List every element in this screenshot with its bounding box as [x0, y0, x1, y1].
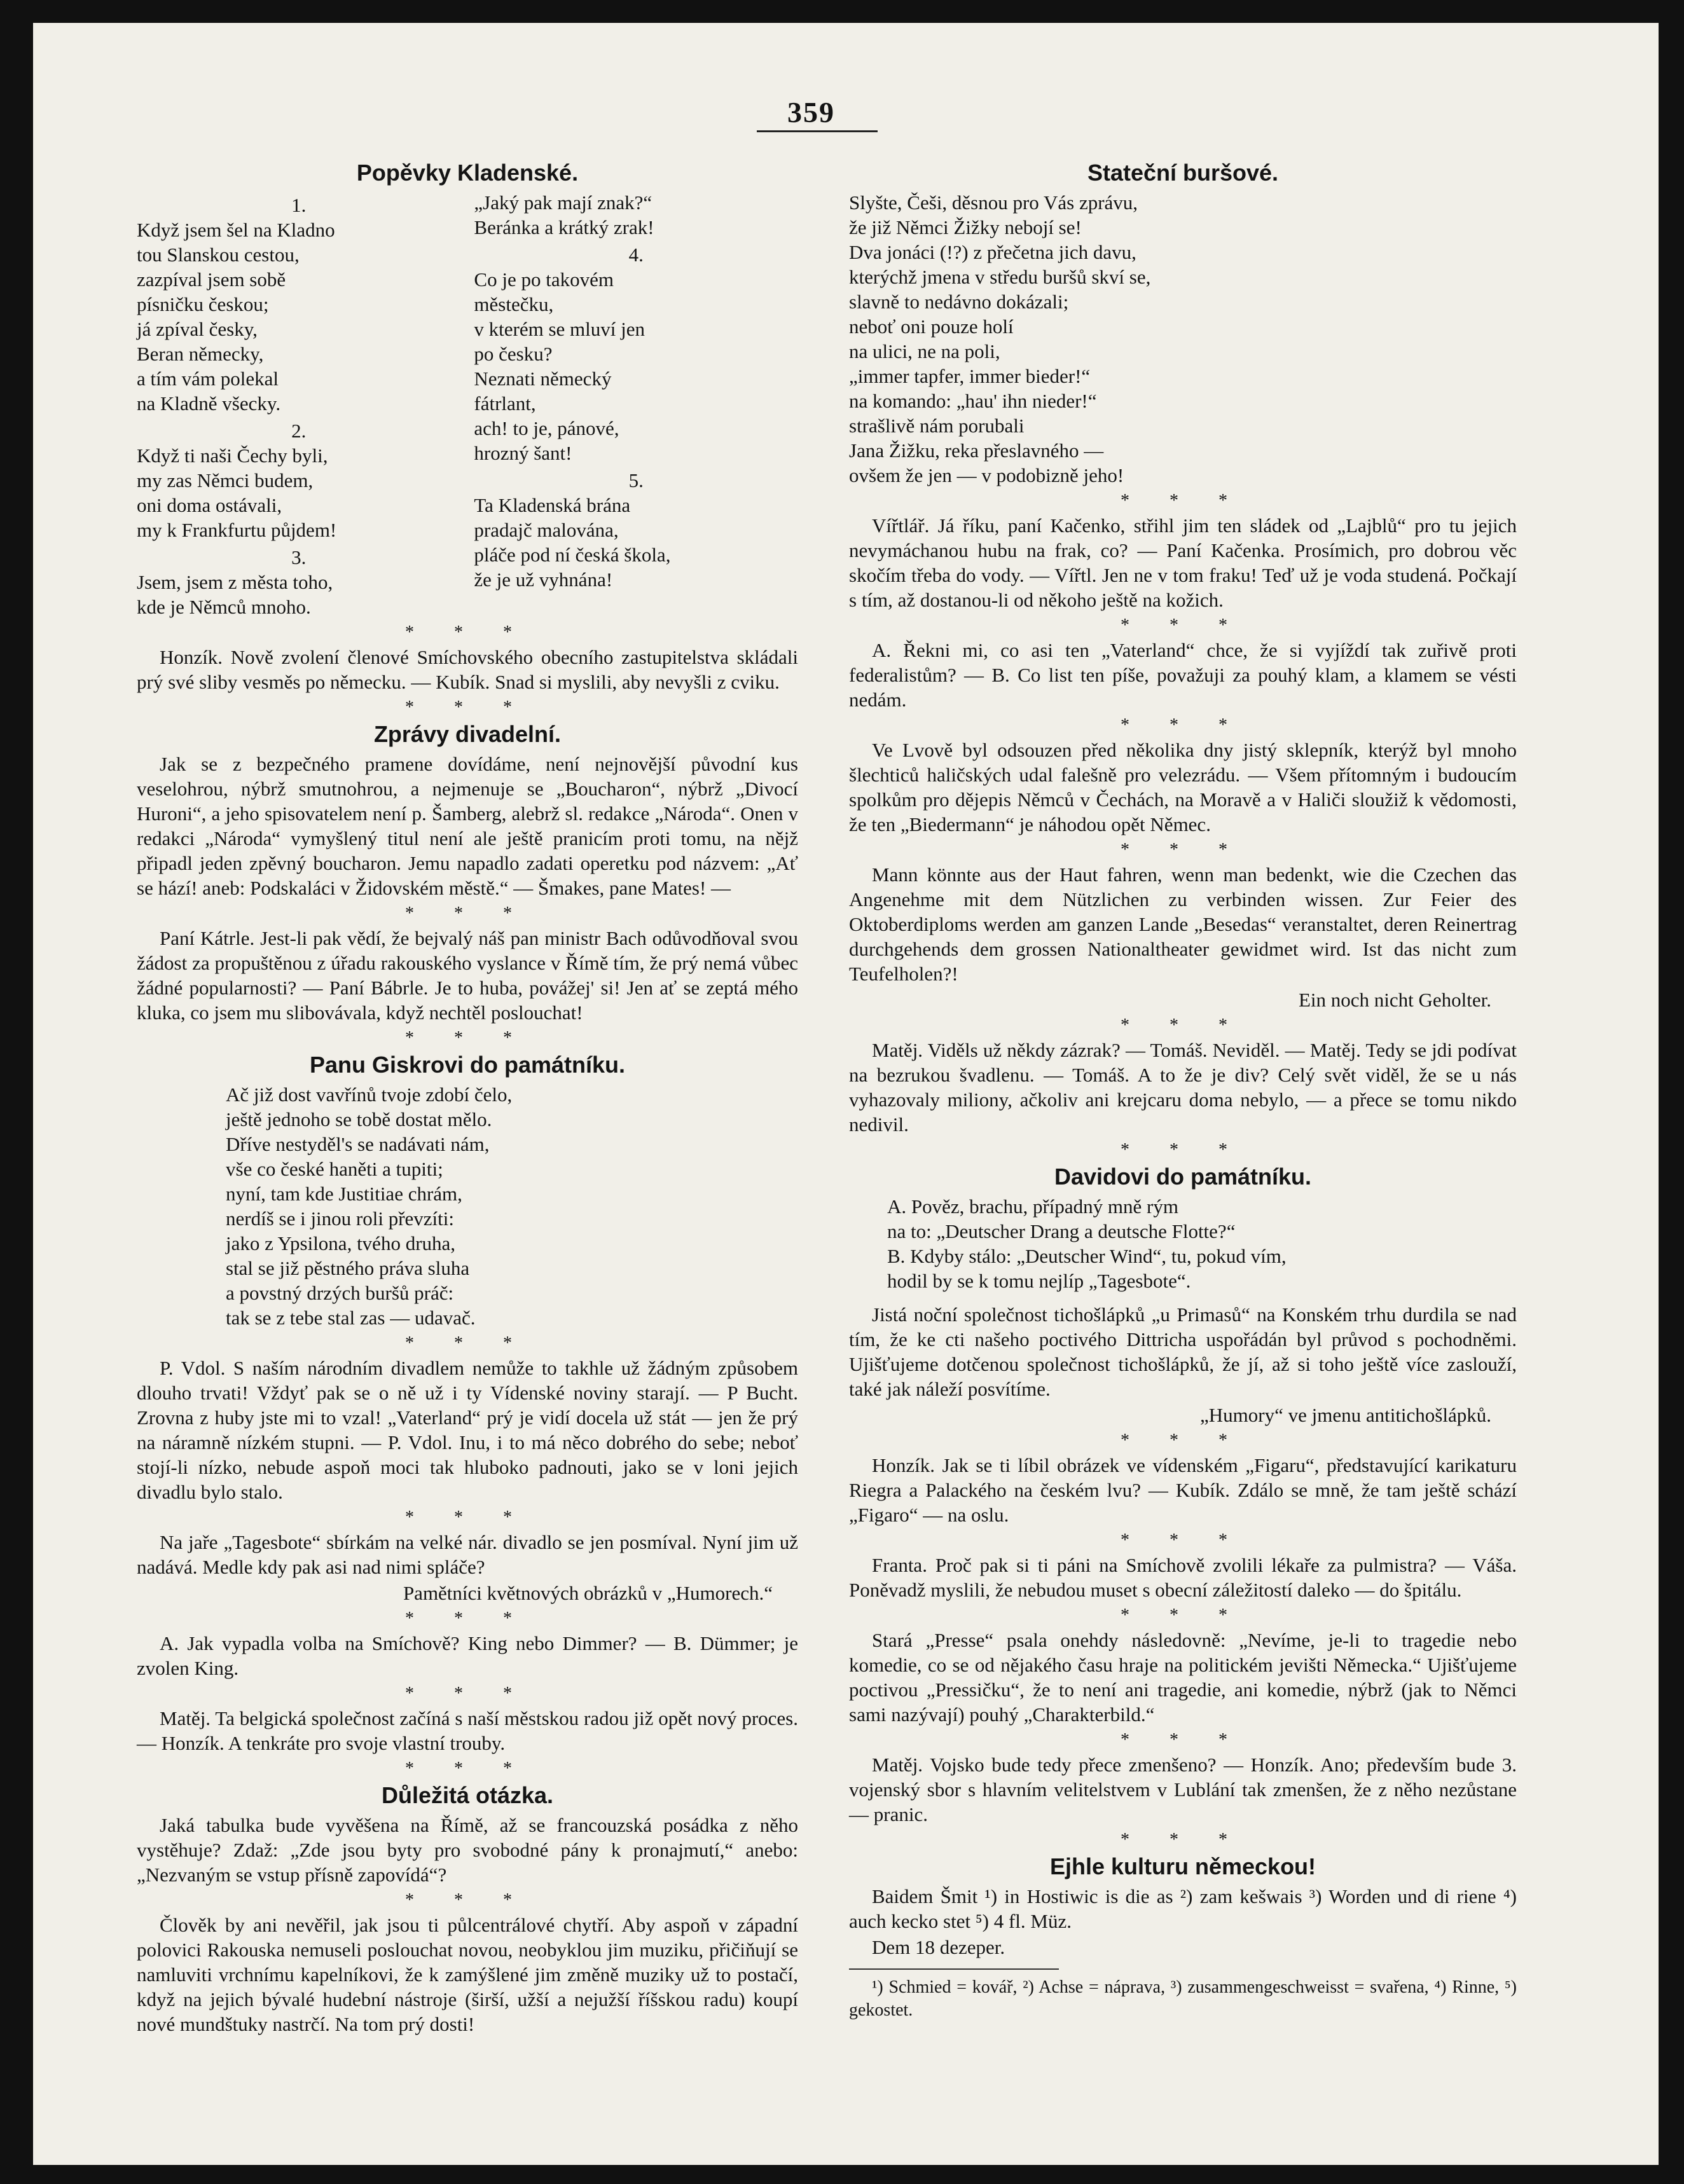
poem-line: v kterém se mluví jen [474, 318, 645, 340]
poem-line: pláče pod ní česká škola, [474, 544, 671, 566]
poem-line: „immer tapfer, immer bieder!“ [849, 365, 1091, 387]
heading-giskra: Panu Giskrovi do památníku. [309, 1052, 626, 1078]
poem-line: Slyšte, Češi, děsnou pro Vás zprávu, [849, 191, 1138, 214]
paragraph-volba: A. Jak vypadla volba na Smíchově? King nebo Dimmer? — B. Dümmer; je zvolen King. [137, 1632, 798, 1679]
separator-stars: * * * [405, 1684, 530, 1703]
paragraph-pani-katrle: Paní Kátrle. Jest-li pak vědí, že bejvalý náš pan ministr Bach odůvodňoval svou žádost za propuštěnou z úřadu rakouského vyslance v Římě tím, že prý nemá vůbec žádné popularnosti? — Paní Bábrle. Je to huba, povážej' si! Jen ať se zeptá mého kluka, co jsem mu slibovávala, když nechtěl poslouchat! [137, 927, 798, 1024]
poem-line: na ulici, ne na poli, [849, 340, 1000, 362]
poems [137, 190, 798, 619]
paragraph-vojsko: Matěj. Vojsko bude tedy přece zmenšeno? — Honzík. Ano; především bude 3. vojenský sbor s hlavním velitelstvem v Lublání tak zmenšen, že z něho nezůstane — pranic. [849, 1754, 1517, 1825]
poem-line: kterýchž jmena v středu buršů skví se, [849, 266, 1151, 288]
heading-statecni: Stateční buršové. [1087, 160, 1279, 186]
poem-column-a [137, 190, 461, 619]
heading-zpravy: Zprávy divadelní. [373, 721, 562, 747]
poem-line: tak se z tebe stal zas — udavač. [226, 1307, 476, 1329]
poem-line: městečku, [474, 293, 554, 315]
poem-line: že je už vyhnána! [474, 568, 613, 591]
poem-line: vše co české haněti a tupiti; [226, 1158, 443, 1180]
poem-line: fátrlant, [474, 392, 536, 415]
poem-line: strašlivě nám porubali [849, 415, 1025, 437]
right-column [849, 156, 1517, 2023]
heading-ejhle: Ejhle kulturu německou! [1049, 1853, 1316, 1879]
paragraph-lvov: Ve Lvově byl odsouzen před několika dny jistý sklepník, kterýž byl mnoho šlechticů haličských udal falešně pro velezrádu. — Všem přítomným i budoucím spolkům pro dějepis Němců v Čechách, na Moravě a v Haliči sloužiž k vědomosti, že ten „Biedermann“ je náhodou opět Němec. [849, 739, 1517, 835]
poem-line: Ač již dost vavřínů tvoje zdobí čelo, [226, 1083, 513, 1106]
heading-otazka: Důležitá otázka. [381, 1782, 554, 1808]
poem-line: slavně to nedávno dokázali; [849, 291, 1069, 313]
poem-line: písničku českou; [137, 293, 269, 315]
paragraph-mann: Mann könnte aus der Haut fahren, wenn man bedenkt, wie die Czechen das Angenehme mit dem Nützlichen zu verbinden wissen. Zur Feier des Oktoberdiploms werden am ganzen Lande „Besedas“ veranstaltet, deren Reinertrag durchgehends dem grossen Nationaltheater gewidmet wird. Ist das nicht zum Teufelholen?! [849, 863, 1517, 985]
giskra-poem [137, 1082, 798, 1330]
poem-line: ještě jednoho se tobě dostat mělo. [226, 1108, 492, 1130]
separator-stars: * * * [405, 697, 530, 717]
signature-nocni: „Humory“ ve jmenu antitichošlápků. [1200, 1404, 1491, 1426]
separator-stars: * * * [1121, 1730, 1245, 1750]
separator-stars: * * * [1121, 1605, 1245, 1625]
separator-stars: * * * [405, 622, 530, 642]
davidovi-poem [849, 1194, 1517, 1293]
poem-line: já zpíval česky, [137, 318, 258, 340]
separator-stars: * * * [405, 1028, 530, 1048]
stanza-number: 5. [628, 469, 644, 491]
paragraph-matej: Matěj. Ta belgická společnost začíná s naší městskou radou již opět nový proces. — Honzík. A tenkráte pro svoje vlastní trouby. [137, 1707, 798, 1754]
poem-line: A. Pověz, brachu, případný mně rým [887, 1195, 1178, 1218]
poem-line: ovšem že jen — v podobizně jeho! [849, 464, 1124, 486]
poem-line: na komando: „hau' ihn nieder!“ [849, 390, 1097, 412]
poem-line: Dříve nestyděl's se nadávati nám, [226, 1133, 490, 1155]
separator-stars: * * * [405, 903, 530, 923]
poem-line: my k Frankfurtu půjdem! [137, 519, 337, 541]
footnote: ¹) Schmied = kovář, ²) Achse = náprava, ³) zusammengeschweisst = svařena, ⁴) Rinne, ⁵) gekostet. [849, 1977, 1517, 2020]
poem-line: na to: „Deutscher Drang a deutsche Flotte?“ [887, 1220, 1236, 1242]
poem-line: Beránka a krátký zrak! [474, 216, 654, 238]
separator-stars: * * * [1121, 1830, 1245, 1850]
poem-line: nerdíš se i jinou roli převzíti: [226, 1207, 455, 1230]
poem-line: Jsem, jsem z města toho, [137, 571, 333, 593]
separator-stars: * * * [1121, 491, 1245, 511]
separator-stars: * * * [405, 1333, 530, 1353]
stanza-number: 2. [291, 420, 307, 442]
poem-line: Dva jonáci (!?) z přečetna jich davu, [849, 241, 1136, 263]
scan-border-top [0, 0, 1684, 23]
separator-stars: * * * [1121, 1431, 1245, 1450]
left-column [137, 156, 798, 2038]
paragraph-nocni: Jistá noční společnost tichošlápků „u Primasů“ na Konském trhu durdila se nad tím, že ke cti našeho poctivého Dittricha uspořádán byl průvod s pochodněmi. Ujišťujeme dotčenou společnost tichošlápků, že jí, až si toho ještě více zaslouží, také jak náleží posvítíme. [849, 1303, 1517, 1400]
separator-stars: * * * [1121, 1530, 1245, 1550]
poem-line: hrozný šant! [474, 442, 572, 464]
poem-line: pradajč malována, [474, 519, 619, 541]
stanza-number: 3. [291, 546, 307, 568]
paragraph-honzik: Honzík. Nově zvolení členové Smíchovského obecního zastupitelstva skládali prý své sliby vesměs po německu. — Kubík. Snad si myslili, aby nevyšli z cviku. [137, 646, 798, 693]
signature-mann: Ein noch nicht Geholter. [1298, 989, 1491, 1011]
poem-line: po česku? [474, 343, 553, 365]
paragraph-tagesbote: Na jaře „Tagesbote“ sbírkám na velké nár. divadlo se jen posmíval. Nyní jim už nadává. Medle kdy pak asi nad nimi spláče? [137, 1531, 798, 1578]
separator-stars: * * * [1121, 715, 1245, 735]
stanza-number: 4. [628, 244, 644, 266]
separator-stars: * * * [405, 1508, 530, 1527]
poem-line: Když jsem šel na Kladno [137, 219, 335, 241]
paragraph-presse: Stará „Presse“ psala onehdy následovně: „Nevíme, je-li to tragedie nebo komedie, co se od nějakého času hraje na politickém jevišti Německa.“ Ujišťujeme poctivou „Pressičku“, že to není ani tragedie, ani komedie, nýbrž (jak to Němci sami nazývají) pouhý „Charakterbild.“ [849, 1629, 1517, 1726]
poem-title: Popěvky Kladenské. [356, 160, 579, 186]
poem-line: jako z Ypsilona, tvého druha, [226, 1232, 456, 1254]
paragraph-vaterland: A. Řekni mi, co asi ten „Vaterland“ chce, že si vyjíždí tak zuřivě proti federalistům? — B. Co list ten píše, považuji za pouhý klam, a klamem se vésti nedám. [849, 639, 1517, 711]
poem-line: na Kladně všecky. [137, 392, 281, 415]
poem-line: a povstný drzých buršů práč: [226, 1282, 454, 1304]
scan-border-left [0, 0, 33, 2184]
scan-border-bottom [0, 2165, 1684, 2184]
separator-stars: * * * [1121, 840, 1245, 860]
poem-line: Co je po takovém [474, 268, 614, 291]
paragraph-otazka: Jaká tabulka bude vyvěšena na Římě, až se francouzská posádka z něho vystěhuje? Zdaž: „Zde jsou byty pro svobodné pány k pronajmutí,“ anebo: „Nezvaným se vstup přísně zapovídá“? [137, 1814, 798, 1886]
paragraph-franta: Franta. Proč pak si ti páni na Smíchově zvolili lékaře za pulmistra? — Váša. Poněvadž myslili, že nebudou muset s obecní záležitostí daleko — do špitálu. [849, 1554, 1517, 1601]
scan-border-right [1659, 0, 1684, 2184]
paragraph-figaro: Honzík. Jak se ti líbil obrázek ve vídenském „Figaru“, představující karikaturu Riegra a Palackého na českém lvu? — Kubík. Zdálo se mně, že tam ještě schází „Figaro“ — na oslu. [849, 1454, 1517, 1526]
paragraph-clovek: Člověk by ani nevěřil, jak jsou ti půlcentrálové chytří. Aby aspoň v západní polovici Rakouska nemuseli poslouchat novou, neobyklou jim muziku, přičiňují se namluviti vrchnímu kapelníkovi, že k zamýšlené jim změně muziky už to postačí, když na jejich bývalé hudební nástroje (širší, užší a nejužší říšskou radu) koupí nové mundštuky nastrčí. Na tom prý dosti! [137, 1914, 798, 2035]
poem-line: a tím vám polekal [137, 367, 279, 390]
poem-line: kde je Němců mnoho. [137, 596, 311, 618]
separator-stars: * * * [1121, 1140, 1245, 1160]
date-ejhle: Dem 18 dezeper. [872, 1936, 1005, 1958]
poem-line: oni doma ostávali, [137, 494, 282, 516]
poem-line: že již Němci Žižky nebojí se! [849, 216, 1082, 238]
page-number-rule [757, 130, 878, 132]
poem-line: Beran německy, [137, 343, 264, 365]
poem-column-b [474, 190, 798, 619]
poem-line: Neznati německý [474, 367, 612, 390]
poem-line: tou Slanskou cestou, [137, 244, 300, 266]
footnote-rule [849, 1968, 1059, 1970]
separator-stars: * * * [1121, 1015, 1245, 1035]
poem-line: ach! to je, pánové, [474, 417, 619, 439]
poem-line: zazpíval jsem sobě [137, 268, 286, 291]
stanza-number: 1. [291, 194, 307, 216]
poem-line: B. Kdyby stálo: „Deutscher Wind“, tu, pokud vím, [887, 1245, 1287, 1267]
paragraph-zazrak: Matěj. Viděls už někdy zázrak? — Tomáš. Neviděl. — Matěj. Tedy se jdi podívat na bezrukou švadlenu. — Tomáš. A to že je div? Celý svět viděl, že se u nás vyhazovaly miliony, ačkoliv ani krejcaru doma nebylo, — a přece se tomu nikdo nedivil. [849, 1039, 1517, 1136]
poem-line: hodil by se k tomu nejlíp „Tagesbote“. [887, 1270, 1191, 1292]
paragraph-virtlar: Vířtlář. Já říku, paní Kačenko, střihl jim ten sládek od „Lajblů“ pro tu jejich nevymáchanou hubu na frak, co? — Paní Kačenka. Prosímich, pro dobrou věc skočím třeba do vody. — Vířtl. Jen ne v tom fraku! Teď už je voda studená. Počkají s tím, až dostanou-li od někoho ještě na kožich. [849, 514, 1517, 611]
paragraph-zpravy: Jak se z bezpečného pramene dovídáme, není nejnovější původní kus veselohrou, nýbrž smutnohrou, a nejmenuje se „Boucharon“, nýbrž „Divocí Huroni“, a jeho spisovatelem není p. Šamberg, alebrž sl. redakce „Národa“. Onen v redakci „Národa“ vymyšlený titul není ale ještě pranicím proti tomu, na nějž připadl jeden zpěvný boucharon. Jemu napadlo zadati operetku pod názvem: „Ať se hází! aneb: Podskaláci v Židovském městě.“ — Šmakes, pane Mates! — [137, 753, 798, 899]
poem-line: my zas Němci budem, [137, 469, 314, 491]
poem-line: stal se již pěstného práva sluha [226, 1257, 470, 1279]
poem-line: Jana Žižku, reka přeslavného — [849, 439, 1104, 462]
separator-stars: * * * [1121, 615, 1245, 635]
separator-stars: * * * [405, 1890, 530, 1910]
signature-tagesbote: Pamětníci květnových obrázků v „Humorech.“ [403, 1582, 773, 1604]
separator-stars: * * * [405, 1609, 530, 1628]
poem-line: Když ti naši Čechy byli, [137, 444, 328, 467]
paragraph-ejhle: Baidem Šmit ¹) in Hostiwic is die as ²) zam kešwais ³) Worden und di riene ⁴) auch kecko stet ⁵) 4 fl. Müz. [849, 1885, 1517, 1932]
poem-line: nyní, tam kde Justitiae chrám, [226, 1183, 462, 1205]
poem-line: Ta Kladenská brána [474, 494, 631, 516]
paragraph-vdol: P. Vdol. S naším národním divadlem nemůže to takhle už žádným způsobem dlouho trvati! Vždyť pak se o ně už i ty Vídenské noviny starají. — P Bucht. Zrovna z huby jste mi to vzal! „Vaterland“ prý je vidí docela už stát — jen že prý na náramně nízkém stupni. — P. Vdol. Inu, i to má něco dobrého do sebe; neboť stojí-li nízko, nebude aspoň moci tak hluboko padnouti, jako se v loni jejich divadlu bylo stalo. [137, 1357, 798, 1503]
heading-davidovi: Davidovi do památníku. [1054, 1164, 1312, 1190]
separator-stars: * * * [405, 1759, 530, 1778]
poem-line: neboť oni pouze holí [849, 315, 1014, 338]
page-number: 359 [787, 96, 835, 128]
statecni-poem [849, 190, 1517, 488]
poem-line: „Jaký pak mají znak?“ [474, 191, 652, 214]
